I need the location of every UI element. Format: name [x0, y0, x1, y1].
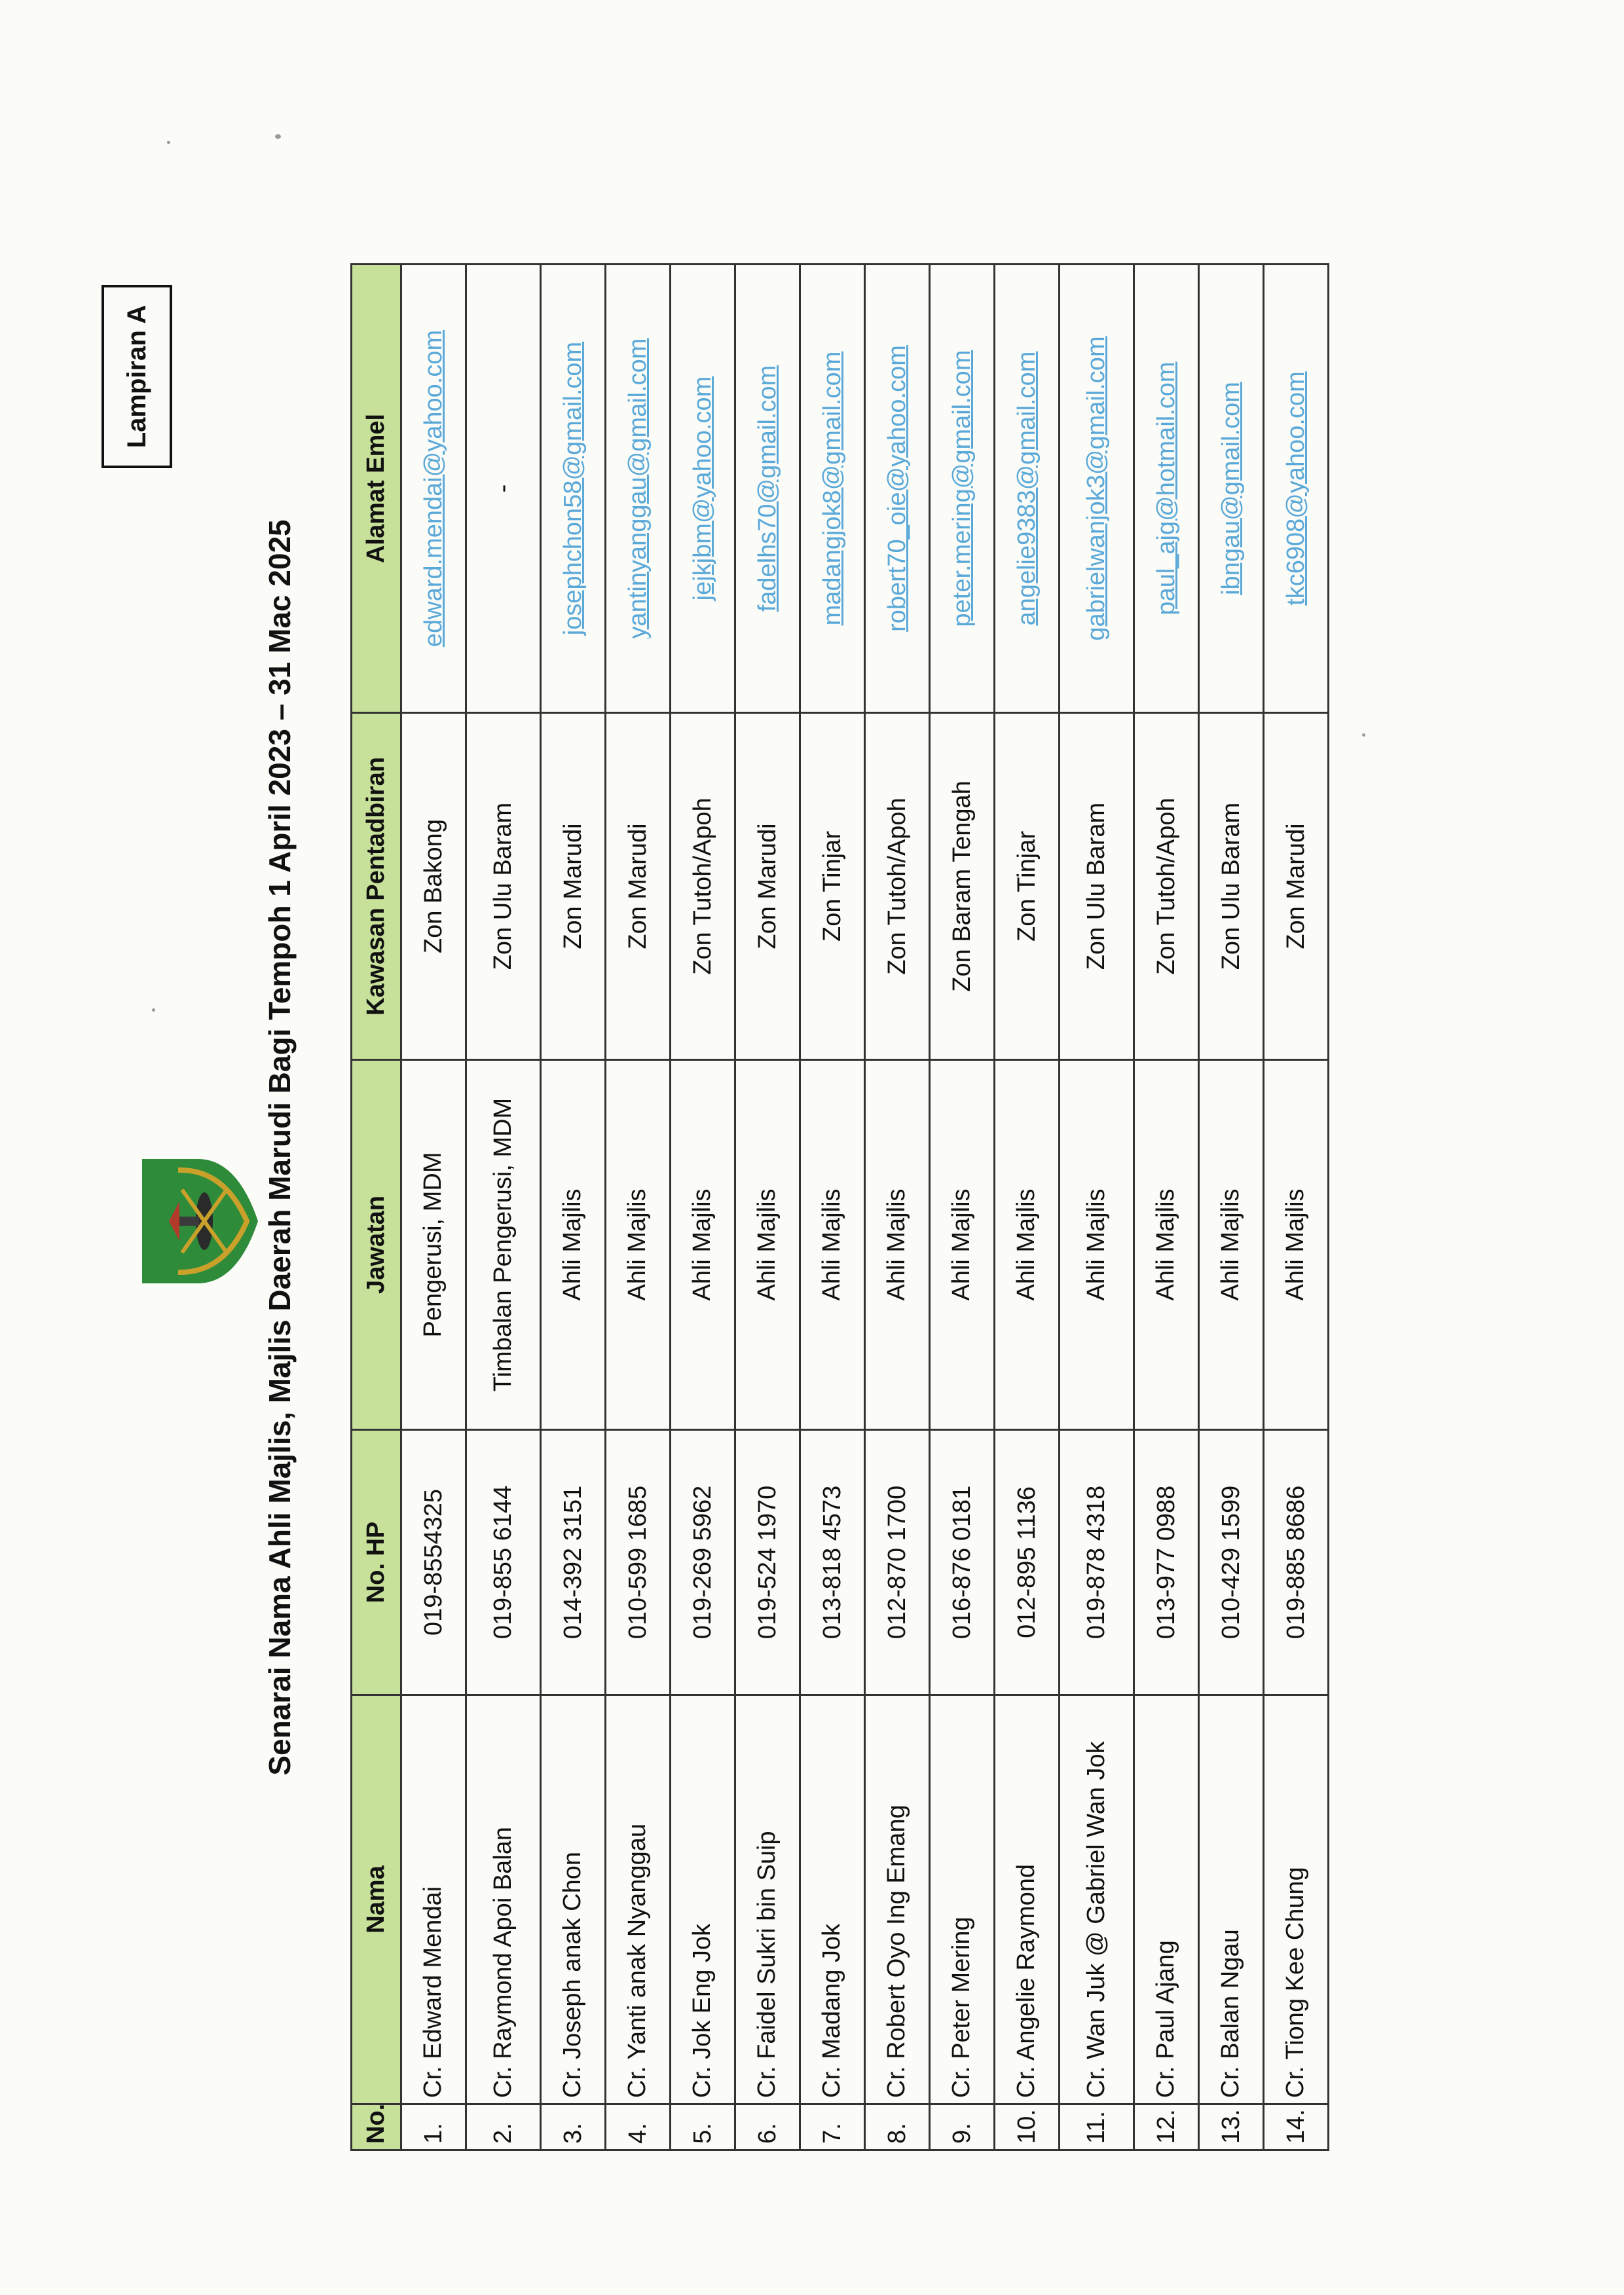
cell-jawatan: Ahli Majlis — [1060, 1060, 1134, 1430]
email-link[interactable]: peter.mering@gmail.com — [948, 350, 976, 627]
table-row — [1199, 265, 1264, 2150]
cell-kawasan: Zon Marudi — [606, 713, 671, 1060]
cell-hp: 019-855 6144 — [466, 1430, 541, 1695]
cell-no: 4. — [606, 2104, 671, 2150]
email-link[interactable]: paul_ajg@hotmail.com — [1152, 361, 1180, 615]
table-row — [671, 265, 735, 2150]
cell-nama: Cr. Robert Oyo Ing Emang — [865, 1695, 930, 2104]
cell-nama: Cr. Yanti anak Nyanggau — [606, 1695, 671, 2104]
cell-kawasan: Zon Marudi — [1264, 713, 1329, 1060]
header-nama: Nama — [352, 1695, 401, 2104]
email-link[interactable]: gabrielwanjok3@gmail.com — [1082, 336, 1110, 641]
cell-hp: 014-392 3151 — [541, 1430, 606, 1695]
cell-nama: Cr. Madang Jok — [800, 1695, 865, 2104]
cell-hp: 019-8554325 — [401, 1430, 466, 1695]
header-no: No. — [352, 2104, 401, 2150]
cell-no: 6. — [735, 2104, 800, 2150]
cell-nama: Cr. Tiong Kee Chung — [1264, 1695, 1329, 2104]
cell-no: 3. — [541, 2104, 606, 2150]
cell-emel: - — [466, 265, 541, 713]
cell-kawasan: Zon Ulu Baram — [1199, 713, 1264, 1060]
cell-hp: 019-524 1970 — [735, 1430, 800, 1695]
cell-jawatan: Ahli Majlis — [671, 1060, 735, 1430]
cell-nama: Cr. Joseph anak Chon — [541, 1695, 606, 2104]
cell-jawatan: Timbalan Pengerusi, MDM — [466, 1060, 541, 1430]
cell-nama: Cr. Paul Ajang — [1134, 1695, 1199, 2104]
cell-hp: 019-269 5962 — [671, 1430, 735, 1695]
header-kawasan: Kawasan Pentadbiran — [352, 713, 401, 1060]
cell-no: 10. — [995, 2104, 1060, 2150]
cell-no: 14. — [1264, 2104, 1329, 2150]
cell-nama: Cr. Angelie Raymond — [995, 1695, 1060, 2104]
cell-kawasan: Zon Ulu Baram — [1060, 713, 1134, 1060]
cell-no: 5. — [671, 2104, 735, 2150]
cell-emel — [735, 265, 800, 713]
cell-jawatan: Ahli Majlis — [541, 1060, 606, 1430]
email-link[interactable]: angelie9383@gmail.com — [1012, 351, 1041, 626]
council-members-table — [350, 263, 1329, 2151]
lampiran-box — [101, 285, 172, 468]
lampiran-label: Lampiran A — [122, 304, 151, 449]
cell-kawasan: Zon Marudi — [735, 713, 800, 1060]
cell-emel — [800, 265, 865, 713]
cell-jawatan: Ahli Majlis — [1134, 1060, 1199, 1430]
cell-nama: Cr. Balan Ngau — [1199, 1695, 1264, 2104]
cell-hp: 019-878 4318 — [1060, 1430, 1134, 1695]
cell-hp: 019-885 8686 — [1264, 1430, 1329, 1695]
table-row — [1060, 265, 1134, 2150]
cell-kawasan: Zon Ulu Baram — [466, 713, 541, 1060]
cell-nama: Cr. Peter Mering — [930, 1695, 995, 2104]
cell-emel — [865, 265, 930, 713]
cell-emel — [401, 265, 466, 713]
cell-nama: Cr. Edward Mendai — [401, 1695, 466, 2104]
cell-kawasan: Zon Bakong — [401, 713, 466, 1060]
cell-emel — [1060, 265, 1134, 713]
cell-jawatan: Ahli Majlis — [865, 1060, 930, 1430]
table-row — [930, 265, 995, 2150]
table-header-row — [352, 265, 401, 2150]
table-row — [466, 265, 541, 2150]
header-hp: No. HP — [352, 1430, 401, 1695]
cell-emel — [995, 265, 1060, 713]
cell-kawasan: Zon Tinjar — [995, 713, 1060, 1060]
cell-emel — [1134, 265, 1199, 713]
cell-no: 9. — [930, 2104, 995, 2150]
cell-jawatan: Ahli Majlis — [735, 1060, 800, 1430]
table-row — [1134, 265, 1199, 2150]
cell-jawatan: Ahli Majlis — [1264, 1060, 1329, 1430]
cell-nama: Cr. Jok Eng Jok — [671, 1695, 735, 2104]
cell-kawasan: Zon Tinjar — [800, 713, 865, 1060]
cell-kawasan: Zon Tutoh/Apoh — [865, 713, 930, 1060]
cell-nama: Cr. Faidel Sukri bin Suip — [735, 1695, 800, 2104]
email-link[interactable]: tkc6908@yahoo.com — [1282, 371, 1310, 606]
cell-emel — [1264, 265, 1329, 713]
email-link[interactable]: yantinyanggau@gmail.com — [623, 338, 652, 639]
cell-emel — [1199, 265, 1264, 713]
cell-kawasan: Zon Tutoh/Apoh — [1134, 713, 1199, 1060]
cell-no: 13. — [1199, 2104, 1264, 2150]
cell-hp: 013-818 4573 — [800, 1430, 865, 1695]
cell-kawasan: Zon Baram Tengah — [930, 713, 995, 1060]
table-row — [800, 265, 865, 2150]
cell-no: 8. — [865, 2104, 930, 2150]
email-link[interactable]: robert70_oie@yahoo.com — [883, 345, 911, 632]
table-row — [1264, 265, 1329, 2150]
header-emel: Alamat Emel — [352, 265, 401, 713]
cell-emel — [606, 265, 671, 713]
cell-nama: Cr. Raymond Apoi Balan — [466, 1695, 541, 2104]
cell-emel — [930, 265, 995, 713]
cell-no: 7. — [800, 2104, 865, 2150]
cell-no: 11. — [1060, 2104, 1134, 2150]
email-link[interactable]: jejkjbm@yahoo.com — [688, 376, 716, 601]
cell-jawatan: Ahli Majlis — [1199, 1060, 1264, 1430]
table-row — [865, 265, 930, 2150]
cell-no: 2. — [466, 2104, 541, 2150]
cell-jawatan: Ahli Majlis — [800, 1060, 865, 1430]
email-link[interactable]: edward.mendai@yahoo.com — [419, 329, 447, 648]
table-row — [995, 265, 1060, 2150]
table-row — [606, 265, 671, 2150]
cell-hp: 010-429 1599 — [1199, 1430, 1264, 1695]
document-title: Senarai Nama Ahli Majlis, Majlis Daerah Marudi Bagi Tempoh 1 April 2023 – 31 Mac 2025 — [263, 519, 297, 1776]
email-link[interactable]: josephchon58@gmail.com — [559, 341, 587, 636]
cell-hp: 012-895 1136 — [995, 1430, 1060, 1695]
cell-hp: 012-870 1700 — [865, 1430, 930, 1695]
cell-kawasan: Zon Tutoh/Apoh — [671, 713, 735, 1060]
cell-hp: 016-876 0181 — [930, 1430, 995, 1695]
table-row — [735, 265, 800, 2150]
cell-hp: 013-977 0988 — [1134, 1430, 1199, 1695]
cell-emel — [671, 265, 735, 713]
cell-emel — [541, 265, 606, 713]
email-link[interactable]: ibngau@gmail.com — [1217, 382, 1245, 595]
cell-jawatan: Ahli Majlis — [930, 1060, 995, 1430]
table-row — [541, 265, 606, 2150]
cell-no: 12. — [1134, 2104, 1199, 2150]
cell-jawatan: Pengerusi, MDM — [401, 1060, 466, 1430]
cell-no: 1. — [401, 2104, 466, 2150]
council-crest-icon — [139, 1156, 260, 1287]
cell-jawatan: Ahli Majlis — [995, 1060, 1060, 1430]
header-jawatan: Jawatan — [352, 1060, 401, 1430]
cell-kawasan: Zon Marudi — [541, 713, 606, 1060]
cell-jawatan: Ahli Majlis — [606, 1060, 671, 1430]
cell-nama: Cr. Wan Juk @ Gabriel Wan Jok — [1060, 1695, 1134, 2104]
email-link[interactable]: fadelhs70@gmail.com — [753, 365, 781, 612]
email-link[interactable]: madangjok8@gmail.com — [818, 351, 846, 626]
cell-hp: 010-599 1685 — [606, 1430, 671, 1695]
table-row — [401, 265, 466, 2150]
